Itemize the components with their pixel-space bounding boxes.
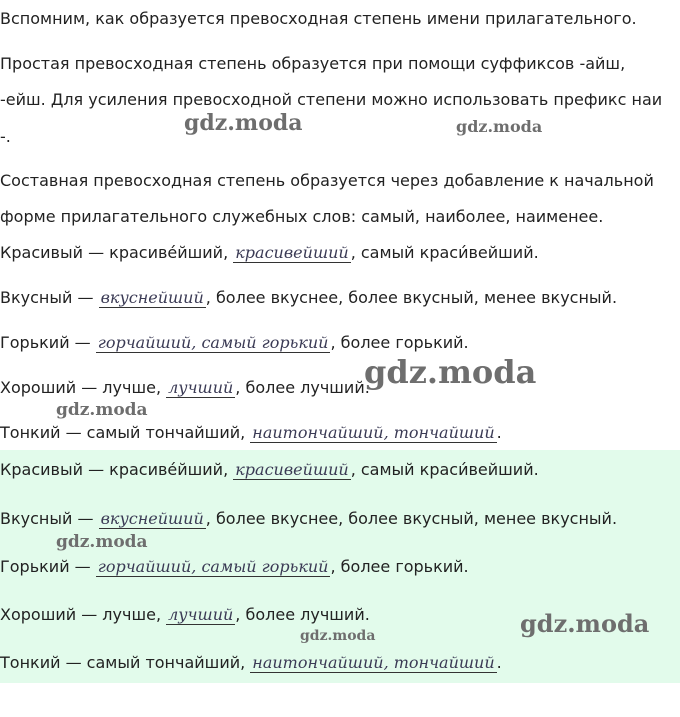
example-text: , более горький. — [330, 333, 469, 352]
example-text: Горький — — [0, 333, 96, 352]
answer-line — [0, 605, 370, 625]
handwritten-answer: красивейший — [235, 243, 349, 262]
example-text: , более лучший. — [235, 378, 370, 397]
example-line — [0, 243, 539, 263]
answer-line — [0, 557, 469, 577]
example-text: Хороший — лучше, — [0, 378, 167, 397]
example-text: Вкусный — — [0, 509, 99, 528]
handwritten-answer: горчайший, самый горький — [97, 333, 329, 352]
example-line — [0, 333, 469, 353]
watermark: gdz.moda — [520, 609, 650, 638]
watermark: gdz.moda — [56, 532, 148, 552]
handwritten-answer: наитончайший, тончайший — [252, 653, 495, 672]
example-line — [0, 288, 617, 308]
watermark: gdz.moda — [364, 353, 537, 391]
example-text: , более вкуснее, более вкусный, менее вкусный. — [205, 509, 618, 528]
example-line — [0, 423, 502, 443]
example-text: , самый краси́вейший. — [350, 243, 539, 262]
handwritten-answer: вкуснейший — [100, 509, 204, 528]
rule-line: Простая превосходная степень образуется при помощи суффиксов -айш, — [0, 54, 626, 73]
rule-line: форме прилагательного служебных слов: самый, наиболее, наименее. — [0, 207, 604, 226]
watermark: gdz.moda — [56, 400, 148, 420]
example-text: , самый краси́вейший. — [350, 460, 539, 479]
answer-line — [0, 509, 617, 529]
example-text: Красивый — красиве́йший, — [0, 460, 234, 479]
example-text: , более горький. — [330, 557, 469, 576]
handwritten-answer: лучший — [168, 605, 234, 624]
example-text: Красивый — красиве́йший, — [0, 243, 234, 262]
answer-line — [0, 653, 502, 673]
answer-line — [0, 460, 539, 480]
rule-line: -ейш. Для усиления превосходной степени можно использовать префикс наи — [0, 90, 663, 109]
watermark: gdz.moda — [184, 110, 303, 136]
intro-text: Вспомним, как образуется превосходная степень имени прилагательного. — [0, 9, 637, 28]
rule-line: -. — [0, 127, 11, 146]
example-text: Вкусный — — [0, 288, 99, 307]
rule-line: Составная превосходная степень образуется через добавление к начальной — [0, 171, 654, 190]
handwritten-answer: красивейший — [235, 460, 349, 479]
handwritten-answer: вкуснейший — [100, 288, 204, 307]
example-text: Хороший — лучше, — [0, 605, 167, 624]
handwritten-answer: наитончайший, тончайший — [252, 423, 495, 442]
handwritten-answer: лучший — [168, 378, 234, 397]
handwritten-answer: горчайший, самый горький — [97, 557, 329, 576]
example-text: , более вкуснее, более вкусный, менее вкусный. — [205, 288, 618, 307]
example-text: , более лучший. — [235, 605, 370, 624]
watermark: gdz.moda — [300, 628, 376, 644]
example-line — [0, 378, 370, 398]
example-text: Тонкий — самый тончайший, — [0, 423, 251, 442]
watermark: gdz.moda — [456, 117, 543, 136]
example-text: . — [496, 423, 502, 442]
example-text: . — [496, 653, 502, 672]
example-text: Горький — — [0, 557, 96, 576]
example-text: Тонкий — самый тончайший, — [0, 653, 251, 672]
